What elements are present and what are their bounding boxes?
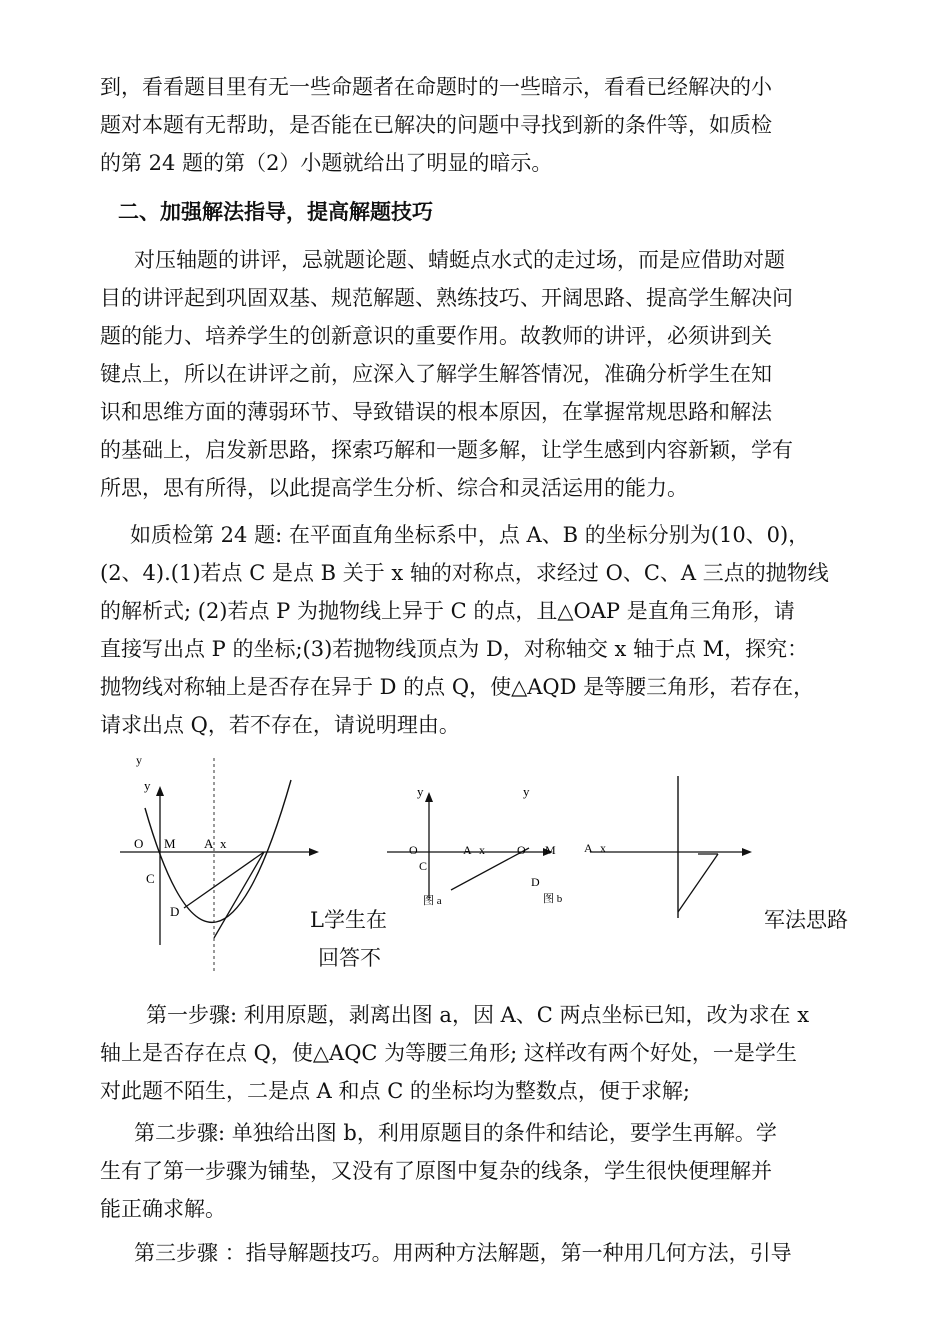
segment [678, 854, 718, 912]
text-line: 题对本题有无帮助，是否能在已解决的问题中寻找到新的条件等，如质检 [100, 113, 772, 137]
x-axis-arrow [742, 848, 752, 856]
segment [214, 852, 264, 938]
paragraph-step-two [100, 1114, 852, 1228]
text-line: 到，看看题目里有无一些命题者在命题时的一些暗示，看看已经解决的小 [100, 75, 772, 99]
paragraph-problem-statement [100, 516, 852, 744]
paragraph-intro-continued [100, 68, 852, 182]
text-line: 的基础上，启发新思路，探索巧解和一题多解，让学生感到内容新颖，学有 [100, 438, 793, 462]
figure-label: A [463, 843, 472, 857]
figure-label: y [144, 778, 151, 793]
text-line: 键点上，所以在讲评之前，应深入了解学生解答情况，准确分析学生在知 [100, 362, 772, 386]
text-line: 生有了第一步骤为铺垫，又没有了原图中复杂的线条，学生很快便理解并 [100, 1159, 772, 1183]
figure-label: M [164, 836, 176, 851]
text-line: 轴上是否存在点 Q，使△AQC 为等腰三角形; 这样改有两个好处，一是学生 [100, 1041, 797, 1065]
section-heading: 二、加强解法指导，提高解题技巧 [118, 200, 433, 224]
figure-parabola [100, 750, 330, 975]
text-line: 第一步骤: 利用原题，剥离出图 a，因 A、C 两点坐标已知，改为求在 x [146, 1003, 810, 1027]
figure-label: O [409, 843, 418, 857]
text-line: 的解析式; (2)若点 P 为抛物线上异于 C 的点，且△OAP 是直角三角形，请 [100, 599, 795, 623]
text-fragment: 军法思路 [764, 908, 848, 932]
figure-label: A [204, 836, 214, 851]
figure-label: y [523, 784, 530, 799]
text-line: 对此题不陌生，二是点 A 和点 C 的坐标均为整数点，便于求解; [100, 1079, 691, 1103]
paragraph-step-three [100, 1234, 852, 1272]
figure-caption: 图 a [423, 895, 442, 907]
figure-label: O [517, 843, 526, 857]
figure-label: A [584, 841, 593, 855]
figure-label: y [417, 784, 424, 799]
text-line: 请求出点 Q，若不存在，请说明理由。 [100, 713, 460, 737]
figure-label: C [419, 859, 428, 873]
text-line: 第三步骤 ：指导解题技巧。用两种方法解题，第一种用几何方法，引导 [134, 1241, 792, 1265]
text-line: (2、4).(1)若点 C 是点 B 关于 x 轴的对称点，求经过 O、C、A 三点的抛物线 [100, 561, 829, 585]
figure-label: x [479, 843, 485, 857]
y-axis-arrow [425, 792, 433, 802]
text-line: 的第 24 题的第（2）小题就给出了明显的暗示。 [100, 151, 553, 175]
text-line: 能正确求解。 [100, 1197, 226, 1221]
parabola-curve [145, 780, 291, 922]
x-axis-arrow [309, 848, 319, 856]
figure-label: x [600, 841, 606, 855]
figure-caption: 图 b [543, 893, 563, 905]
y-axis-arrow [156, 786, 164, 796]
figure-label: O [134, 836, 144, 851]
text-line: 第二步骤: 单独给出图 b，利用原题目的条件和结论，要学生再解。学 [134, 1121, 777, 1145]
figure-a-b [385, 778, 585, 913]
figure-label: C [146, 871, 155, 886]
figure-label: x [220, 836, 227, 851]
text-line: 直接写出点 P 的坐标;(3)若抛物线顶点为 D，对称轴交 x 轴于点 M，探究： [100, 637, 809, 661]
text-line: 目的讲评起到巩固双基、规范解题、熟练技巧、开阔思路、提高学生解决问 [100, 286, 793, 310]
segment [184, 852, 264, 908]
figure-label: M [545, 843, 556, 857]
text-line: 对压轴题的讲评，忌就题论题、蜻蜓点水式的走过场，而是应借助对题 [134, 248, 785, 272]
text-fragment: 回答不 [318, 946, 381, 970]
text-line: 所思，思有所得，以此提高学生分析、综合和灵活运用的能力。 [100, 476, 688, 500]
paragraph-lecture-guidance [100, 241, 852, 507]
text-line: 识和思维方面的薄弱环节、导致错误的根本原因，在掌握常规思路和解法 [100, 400, 772, 424]
figure-label: y [136, 753, 142, 767]
figure-label: D [531, 875, 540, 889]
paragraph-step-one [100, 996, 852, 1110]
text-fragment: L学生在 [310, 908, 387, 932]
text-line: 抛物线对称轴上是否存在异于 D 的点 Q，使△AQD 是等腰三角形，若存在， [100, 675, 815, 699]
figure-right [580, 772, 760, 922]
text-line: 题的能力、培养学生的创新意识的重要作用。故教师的讲评，必须讲到关 [100, 324, 772, 348]
figure-label: D [170, 904, 180, 919]
text-line: 如质检第 24 题: 在平面直角坐标系中，点 A、B 的坐标分别为(10、0)， [130, 523, 810, 547]
